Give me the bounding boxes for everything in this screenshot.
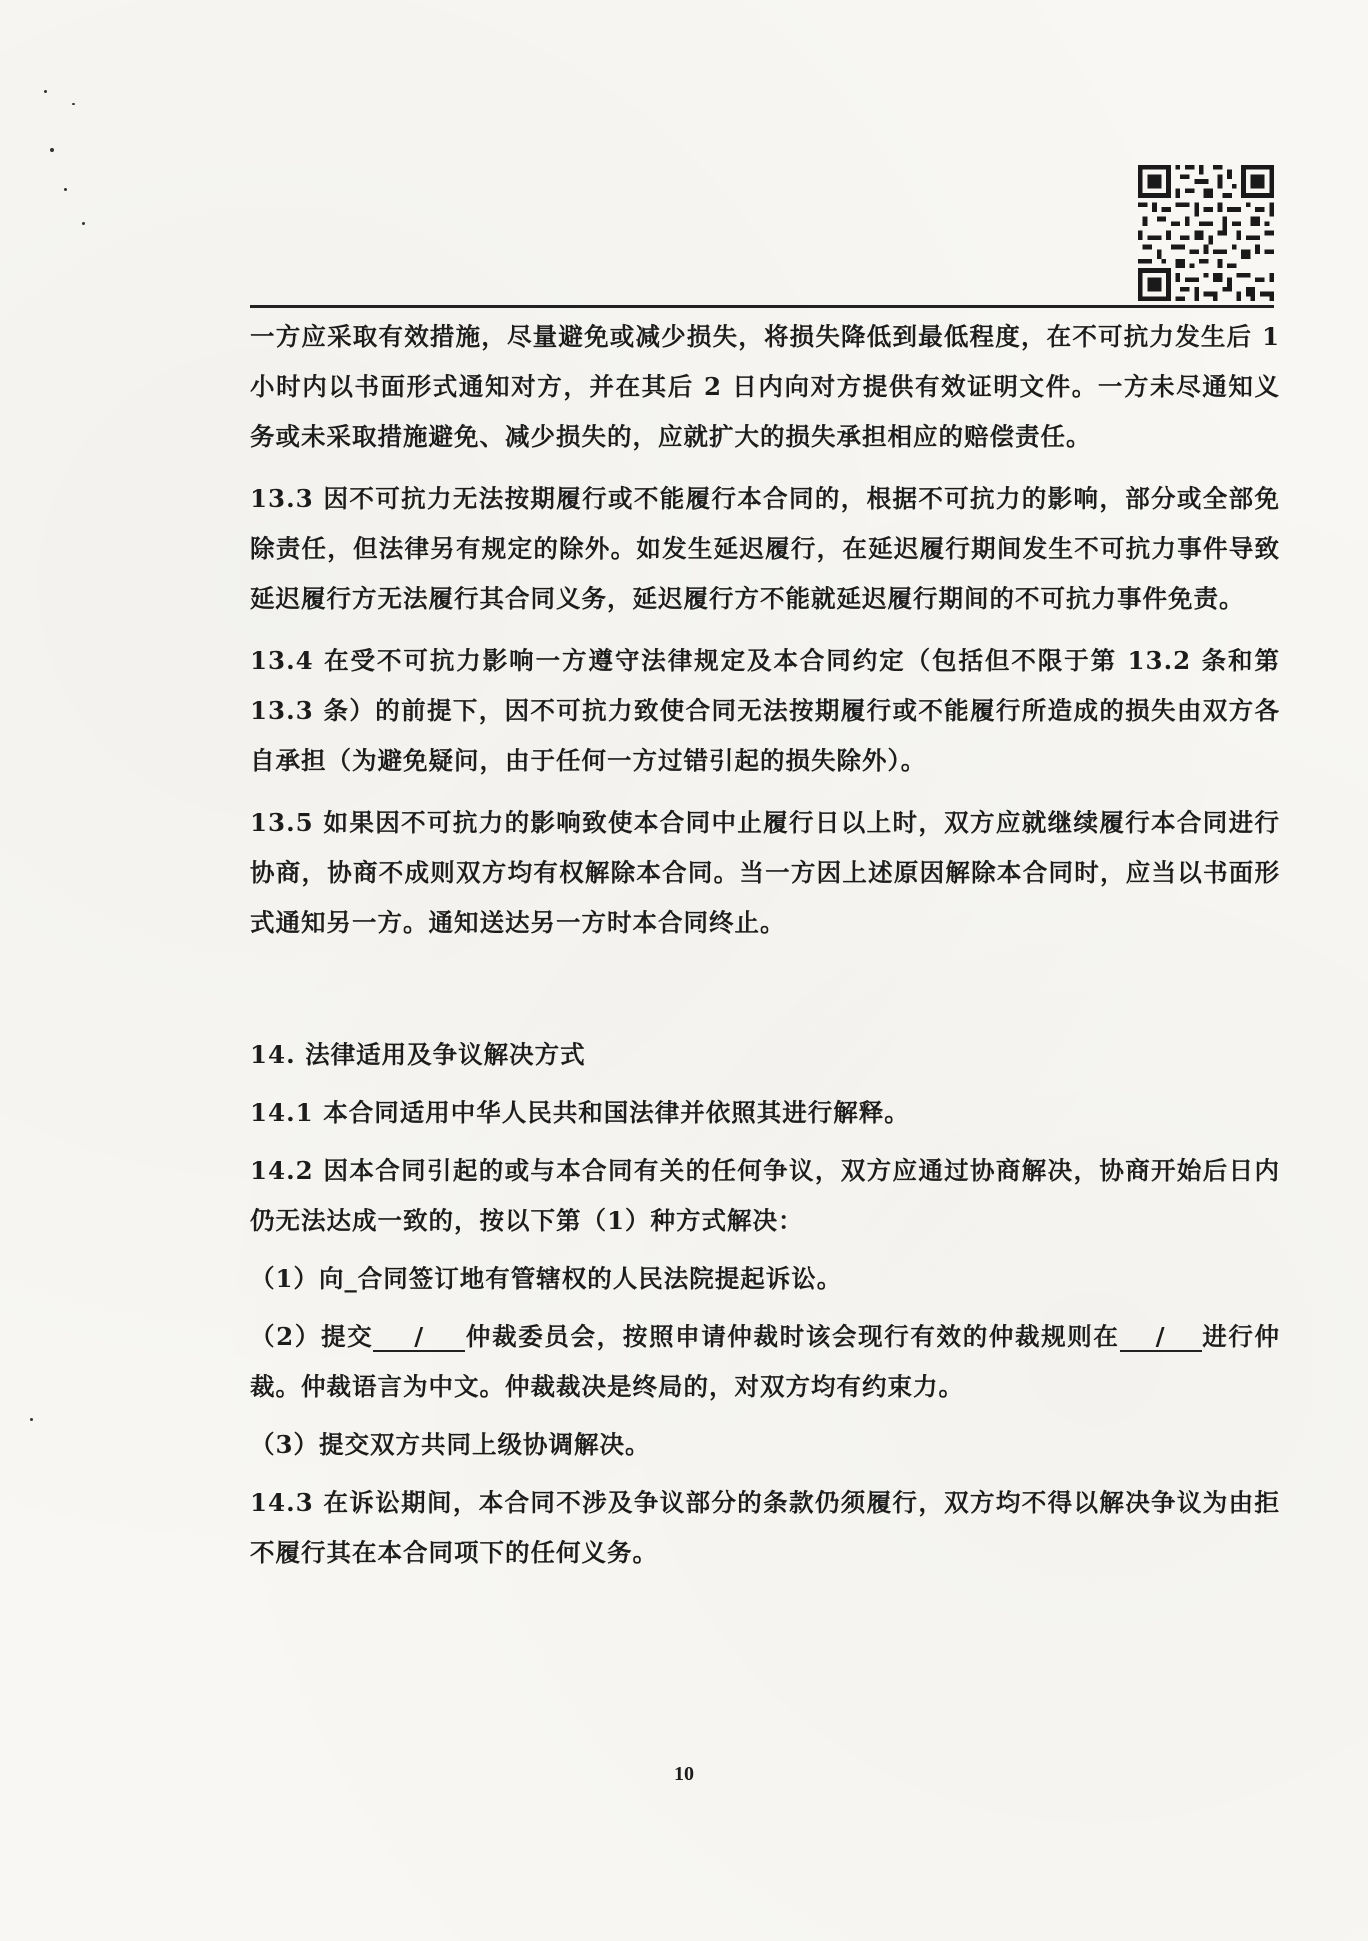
arbitration-commission-blank: / xyxy=(373,1324,465,1352)
paragraph-13-5: 13.5 如果因不可抗力的影响致使本合同中止履行日以上时，双方应就继续履行本合同进行协商，协商不成则双方均有权解除本合同。当一方因上述原因解除本合同时，应当以书面形式通知另一方。通知送达另一方时本合同终止。 xyxy=(250,808,1280,937)
paragraph-14-3: 14.3 在诉讼期间，本合同不涉及争议部分的条款仍须履行，双方均不得以解决争议为由拒不履行其在本合同项下的任何义务。 xyxy=(250,1488,1280,1567)
paragraph-force-majeure-notice: 一方应采取有效措施，尽量避免或减少损失，将损失降低到最低程度，在不可抗力发生后 1 小时内以书面形式通知对方，并在其后 2 日内向对方提供有效证明文件。一方未尽通知义务或未采取措施避免、减少损失的，应就扩大的损失承担相应的赔偿责任。 xyxy=(250,322,1280,451)
contract-body xyxy=(250,312,1280,1578)
section-14-title: 14. 法律适用及争议解决方式 xyxy=(250,1040,586,1069)
dispute-option-2-tail: 进行仲裁。仲裁语言为中文。仲裁裁决是终局的，对双方均有约束力。 xyxy=(250,1322,1281,1401)
qr-code-icon xyxy=(1138,165,1274,301)
scan-speck xyxy=(50,148,54,152)
scan-speck xyxy=(64,188,67,191)
scan-speck xyxy=(44,90,47,93)
paragraph-13-4: 13.4 在受不可抗力影响一方遵守法律规定及本合同约定（包括但不限于第 13.2 条和第 13.3 条）的前提下，因不可抗力致使合同无法按期履行或不能履行所造成的损失由双方各自承担（为避免疑问，由于任何一方过错引起的损失除外）。 xyxy=(250,646,1280,775)
scan-speck xyxy=(72,103,75,105)
scan-speck xyxy=(30,1418,33,1421)
dispute-option-2 xyxy=(250,1312,1280,1412)
dispute-option-2-lead: （2）提交 xyxy=(250,1322,374,1351)
dispute-option-3: （3）提交双方共同上级协调解决。 xyxy=(250,1430,651,1459)
dispute-option-1: （1）向_合同签订地有管辖权的人民法院提起诉讼。 xyxy=(250,1264,843,1293)
paragraph-13-3: 13.3 因不可抗力无法按期履行或不能履行本合同的，根据不可抗力的影响，部分或全部免除责任，但法律另有规定的除外。如发生延迟履行，在延迟履行期间发生不可抗力事件导致延迟履行方无法履行其合同义务，延迟履行方不能就延迟履行期间的不可抗力事件免责。 xyxy=(250,484,1280,613)
paragraph-14-2: 14.2 因本合同引起的或与本合同有关的任何争议，双方应通过协商解决，协商开始后日内仍无法达成一致的，按以下第（1）种方式解决： xyxy=(250,1156,1280,1235)
dispute-option-2-middle: 仲裁委员会，按照申请仲裁时该会现行有效的仲裁规则在 xyxy=(465,1322,1120,1351)
arbitration-place-blank: / xyxy=(1120,1324,1202,1352)
scan-speck xyxy=(82,222,85,225)
header-rule xyxy=(250,305,1274,308)
paragraph-14-1: 14.1 本合同适用中华人民共和国法律并依照其进行解释。 xyxy=(250,1098,910,1127)
page-number: 10 xyxy=(674,1763,694,1785)
